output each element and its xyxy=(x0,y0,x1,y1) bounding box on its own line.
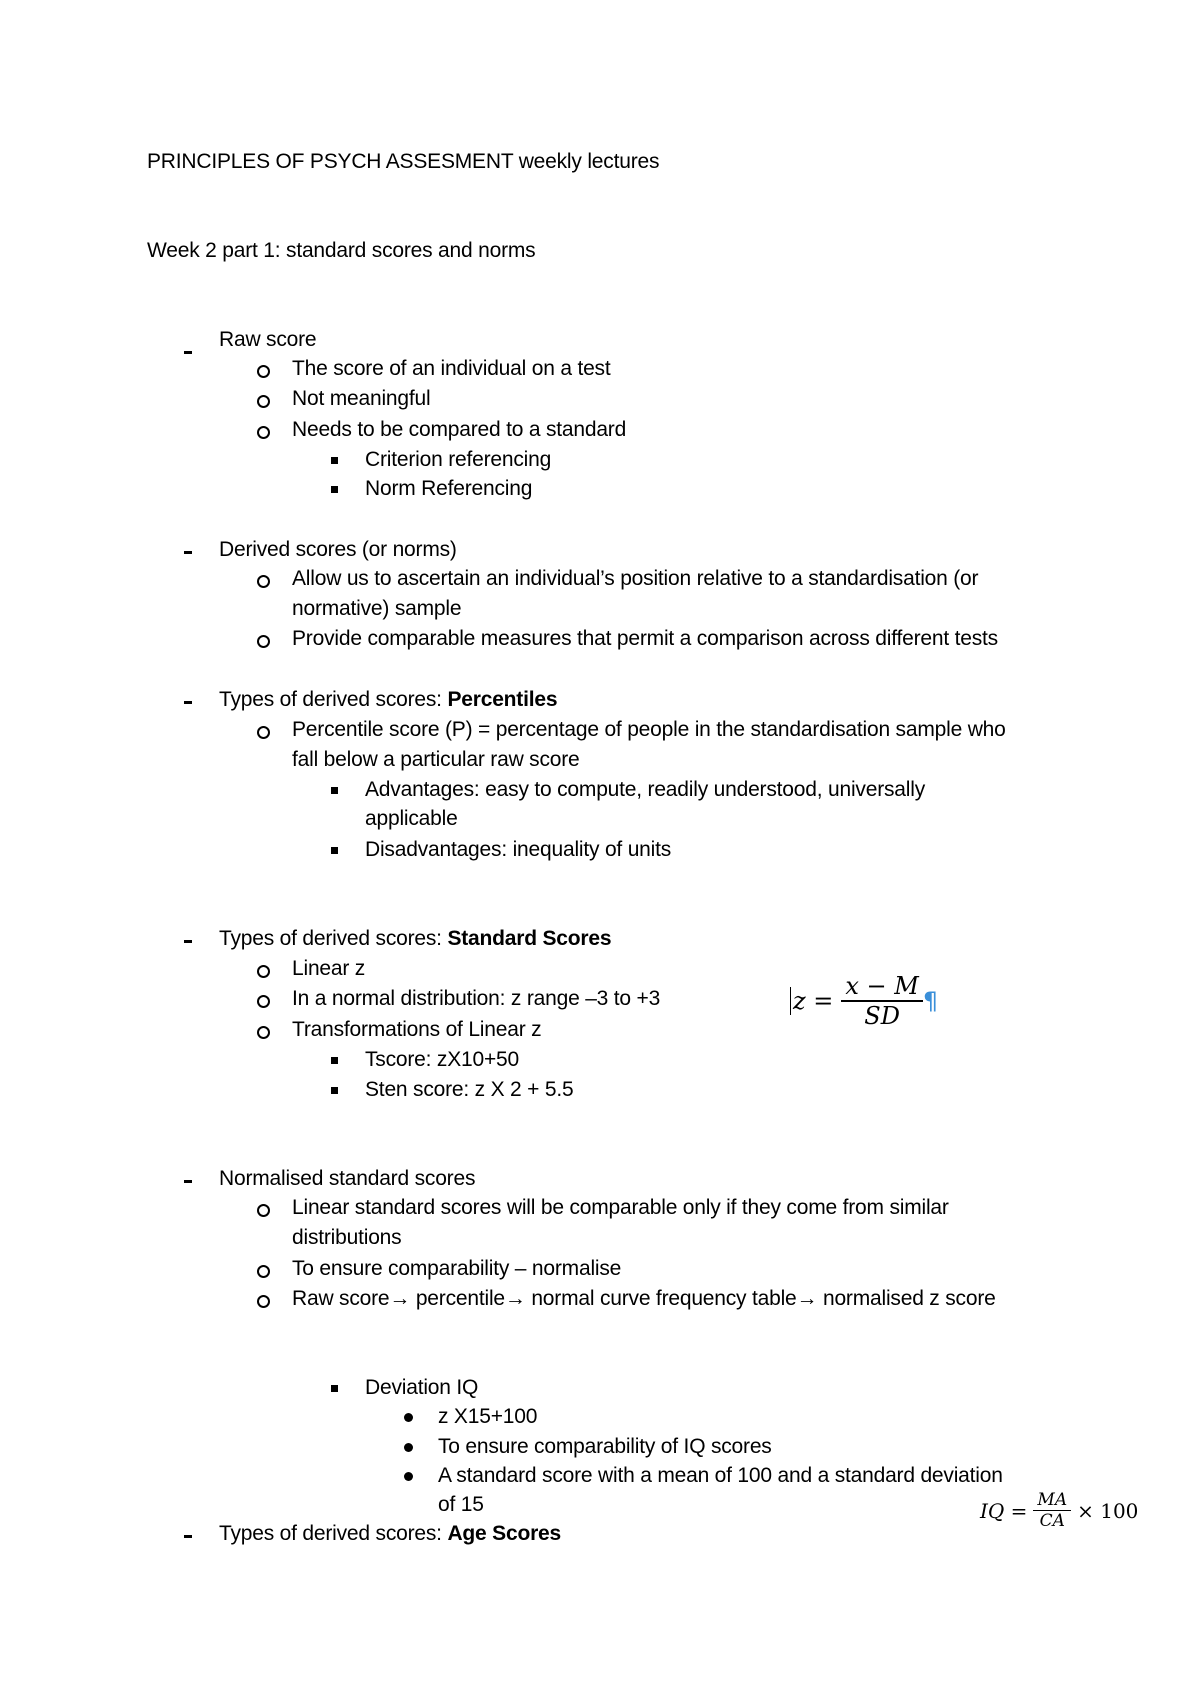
square-bullet xyxy=(331,1385,338,1392)
list-item: A standard score with a mean of 100 and a standard deviation xyxy=(438,1464,1003,1487)
formula-numerator: x − M xyxy=(841,972,922,1002)
square-bullet xyxy=(331,787,338,794)
list-item-continuation: of 15 xyxy=(438,1493,484,1516)
list-item: Provide comparable measures that permit a comparison across different tests xyxy=(292,627,998,650)
circle-bullet xyxy=(257,395,270,408)
list-item: Linear z xyxy=(292,957,366,980)
list-item: Raw score→ percentile→ normal curve frequency table→ normalised z score xyxy=(292,1287,996,1310)
dash-bullet xyxy=(184,1535,192,1538)
formula-fraction xyxy=(841,972,922,1030)
normalised-heading: Normalised standard scores xyxy=(219,1167,476,1190)
dash-bullet xyxy=(184,940,192,943)
list-item: Sten score: z X 2 + 5.5 xyxy=(365,1078,574,1101)
circle-bullet xyxy=(257,1204,270,1217)
list-item: Allow us to ascertain an individual’s position relative to a standardisation (or xyxy=(292,567,979,590)
formula-lhs: IQ = xyxy=(980,1498,1028,1523)
circle-bullet xyxy=(257,1026,270,1039)
standard-heading: Types of derived scores: Standard Scores xyxy=(219,927,612,950)
circle-bullet xyxy=(257,1265,270,1278)
list-item: The score of an individual on a test xyxy=(292,357,611,380)
list-item: Tscore: zX10+50 xyxy=(365,1048,520,1071)
document-title: PRINCIPLES OF PSYCH ASSESMENT weekly lectures xyxy=(147,150,660,173)
list-item: Linear standard scores will be comparable only if they come from similar xyxy=(292,1196,949,1219)
raw-heading: Raw score xyxy=(219,328,317,351)
circle-bullet xyxy=(257,575,270,588)
list-item-continuation: applicable xyxy=(365,807,458,830)
list-item-continuation: distributions xyxy=(292,1226,402,1249)
list-item: Percentile score (P) = percentage of people in the standardisation sample who xyxy=(292,718,1006,741)
list-item: z X15+100 xyxy=(438,1405,538,1428)
dash-bullet xyxy=(184,1180,192,1183)
list-item: Advantages: easy to compute, readily understood, universally xyxy=(365,778,925,801)
dot-bullet xyxy=(404,1443,413,1452)
circle-bullet xyxy=(257,965,270,978)
circle-bullet xyxy=(257,635,270,648)
square-bullet xyxy=(331,457,338,464)
list-item-continuation: normative) sample xyxy=(292,597,462,620)
square-bullet xyxy=(331,847,338,854)
circle-bullet xyxy=(257,1295,270,1308)
list-item: Transformations of Linear z xyxy=(292,1018,542,1041)
square-bullet xyxy=(331,1087,338,1094)
age-heading: Types of derived scores: Age Scores xyxy=(219,1522,562,1545)
list-item: Criterion referencing xyxy=(365,448,552,471)
formula-fraction xyxy=(1033,1490,1071,1531)
dash-bullet xyxy=(184,551,192,554)
list-item: Needs to be compared to a standard xyxy=(292,418,627,441)
dot-bullet xyxy=(404,1472,413,1481)
circle-bullet xyxy=(257,726,270,739)
dot-bullet xyxy=(404,1413,413,1422)
circle-bullet xyxy=(257,426,270,439)
list-item: Norm Referencing xyxy=(365,477,533,500)
list-item: In a normal distribution: z range –3 to +3 xyxy=(292,987,661,1010)
formula-denominator: CA xyxy=(1039,1511,1065,1531)
list-item: To ensure comparability of IQ scores xyxy=(438,1435,772,1458)
list-item: To ensure comparability – normalise xyxy=(292,1257,622,1280)
dash-bullet xyxy=(184,351,192,354)
derived-heading: Derived scores (or norms) xyxy=(219,538,457,561)
formula-lhs: z = xyxy=(790,987,833,1015)
circle-bullet xyxy=(257,995,270,1008)
list-item: Disadvantages: inequality of units xyxy=(365,838,672,861)
iq-formula xyxy=(980,1490,1138,1531)
list-item-continuation: fall below a particular raw score xyxy=(292,748,580,771)
document-subtitle: Week 2 part 1: standard scores and norms xyxy=(147,239,536,262)
list-item: Not meaningful xyxy=(292,387,431,410)
pilcrow-mark: ¶ xyxy=(922,987,939,1015)
square-bullet xyxy=(331,1057,338,1064)
formula-denominator: SD xyxy=(864,1002,900,1030)
formula-numerator: MA xyxy=(1033,1490,1071,1511)
formula-rhs: × 100 xyxy=(1077,1498,1139,1523)
square-bullet xyxy=(331,486,338,493)
percentiles-heading: Types of derived scores: Percentiles xyxy=(219,688,558,711)
dash-bullet xyxy=(184,701,192,704)
circle-bullet xyxy=(257,365,270,378)
z-score-formula xyxy=(790,972,938,1030)
deviation-heading: Deviation IQ xyxy=(365,1376,479,1399)
